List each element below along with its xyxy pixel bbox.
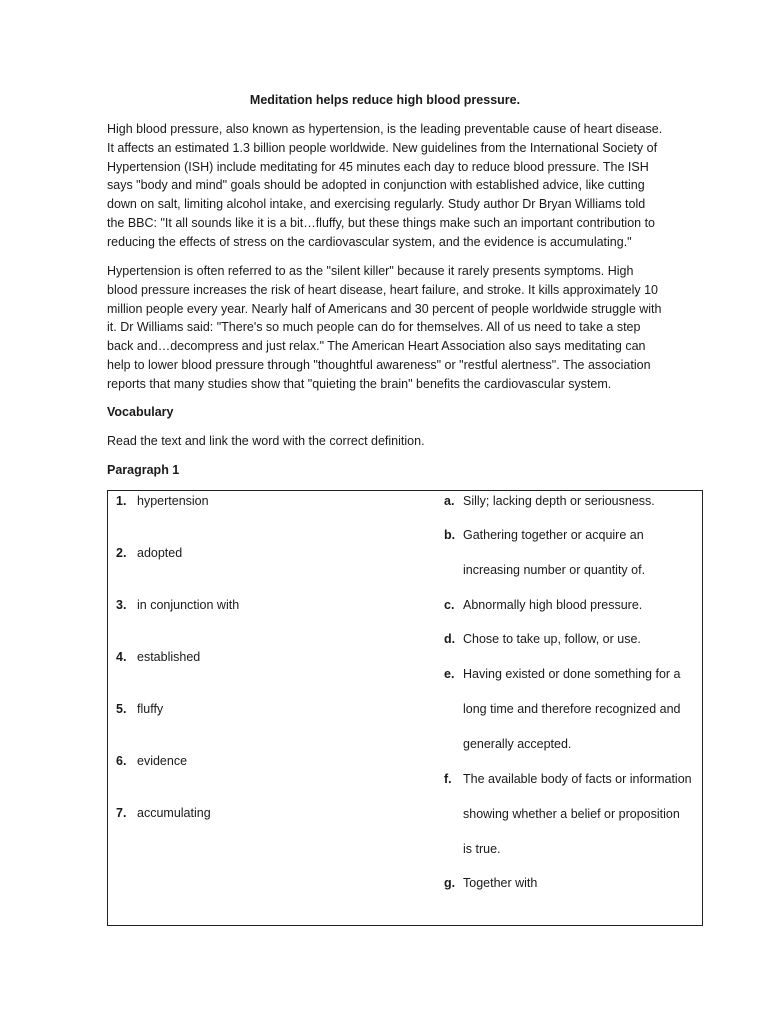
term-word: evidence	[137, 754, 188, 768]
definition-text: showing whether a belief or proposition	[463, 807, 680, 821]
definition-letter: f.	[444, 772, 452, 786]
term-item	[116, 752, 187, 770]
term-number: 4.	[116, 650, 127, 664]
definition-text: is true.	[463, 842, 501, 856]
matching-exercise-box	[107, 490, 703, 926]
term-item	[116, 596, 239, 614]
term-word: established	[137, 650, 201, 664]
term-number: 1.	[116, 494, 127, 508]
definition-text: Abnormally high blood pressure.	[463, 598, 643, 612]
definition-letter: c.	[444, 598, 455, 612]
definition-letter: a.	[444, 494, 455, 508]
article-paragraph-2: Hypertension is often referred to as the "silent killer" because it rarely presents symptoms. High blood pressure increases the risk of heart disease, heart failure, and stroke. It kills approximately 10 million people every year. Nearly half of Americans and 30 percent of people worldwide struggle with it. Dr Williams said: "There's so much people can do for themselves. All of us need to take a step back and…decompress and just relax." The American Heart Association also says meditating can help to lower blood pressure through "thoughtful awareness" or "restful alertness". The association reports that many studies show that "quieting the brain" benefits the cardiovascular system.	[107, 264, 662, 391]
definition-text: Chose to take up, follow, or use.	[463, 632, 641, 646]
term-number: 3.	[116, 598, 127, 612]
term-number: 2.	[116, 546, 127, 560]
definition-text: increasing number or quantity of.	[463, 563, 646, 577]
definition-letter: e.	[444, 667, 455, 681]
term-item	[116, 700, 163, 718]
term-item	[116, 648, 200, 666]
term-word: adopted	[137, 546, 183, 560]
term-item	[116, 492, 209, 510]
article-title: Meditation helps reduce high blood pressure.	[249, 93, 521, 107]
term-number: 6.	[116, 754, 127, 768]
definition-text: The available body of facts or information	[463, 772, 692, 786]
definition-letter: d.	[444, 632, 456, 646]
term-word: in conjunction with	[137, 598, 240, 612]
term-word: fluffy	[137, 702, 164, 716]
term-number: 7.	[116, 806, 127, 820]
term-number: 5.	[116, 702, 127, 716]
definition-letter: b.	[444, 528, 456, 542]
paragraph-section-heading: Paragraph 1	[107, 463, 180, 477]
vocabulary-instruction: Read the text and link the word with the correct definition.	[107, 434, 425, 448]
term-word: hypertension	[137, 494, 209, 508]
definition-text: generally accepted.	[463, 737, 572, 751]
definition-text: Having existed or done something for a	[463, 667, 681, 681]
term-item	[116, 544, 182, 562]
definition-letter: g.	[444, 876, 456, 890]
term-item	[116, 804, 211, 822]
definition-text: long time and therefore recognized and	[463, 702, 681, 716]
term-word: accumulating	[137, 806, 211, 820]
definition-text: Gathering together or acquire an	[463, 528, 644, 542]
definition-text: Together with	[463, 876, 538, 890]
definition-text: Silly; lacking depth or seriousness.	[463, 494, 655, 508]
vocabulary-heading: Vocabulary	[107, 405, 174, 419]
article-paragraph-1: High blood pressure, also known as hypertension, is the leading preventable cause of heart disease. It affects an estimated 1.3 billion people worldwide. New guidelines from the International Society of Hypertension (ISH) include meditating for 45 minutes each day to reduce blood pressure. The ISH says "body and mind" goals should be adopted in conjunction with established advice, like cutting down on salt, limiting alcohol intake, and exercising regularly. Study author Dr Bryan Williams told the BBC: "It all sounds like it is a bit…fluffy, but these things make such an important contribution to reducing the effects of stress on the cardiovascular system, and the evidence is accumulating."	[107, 122, 663, 249]
